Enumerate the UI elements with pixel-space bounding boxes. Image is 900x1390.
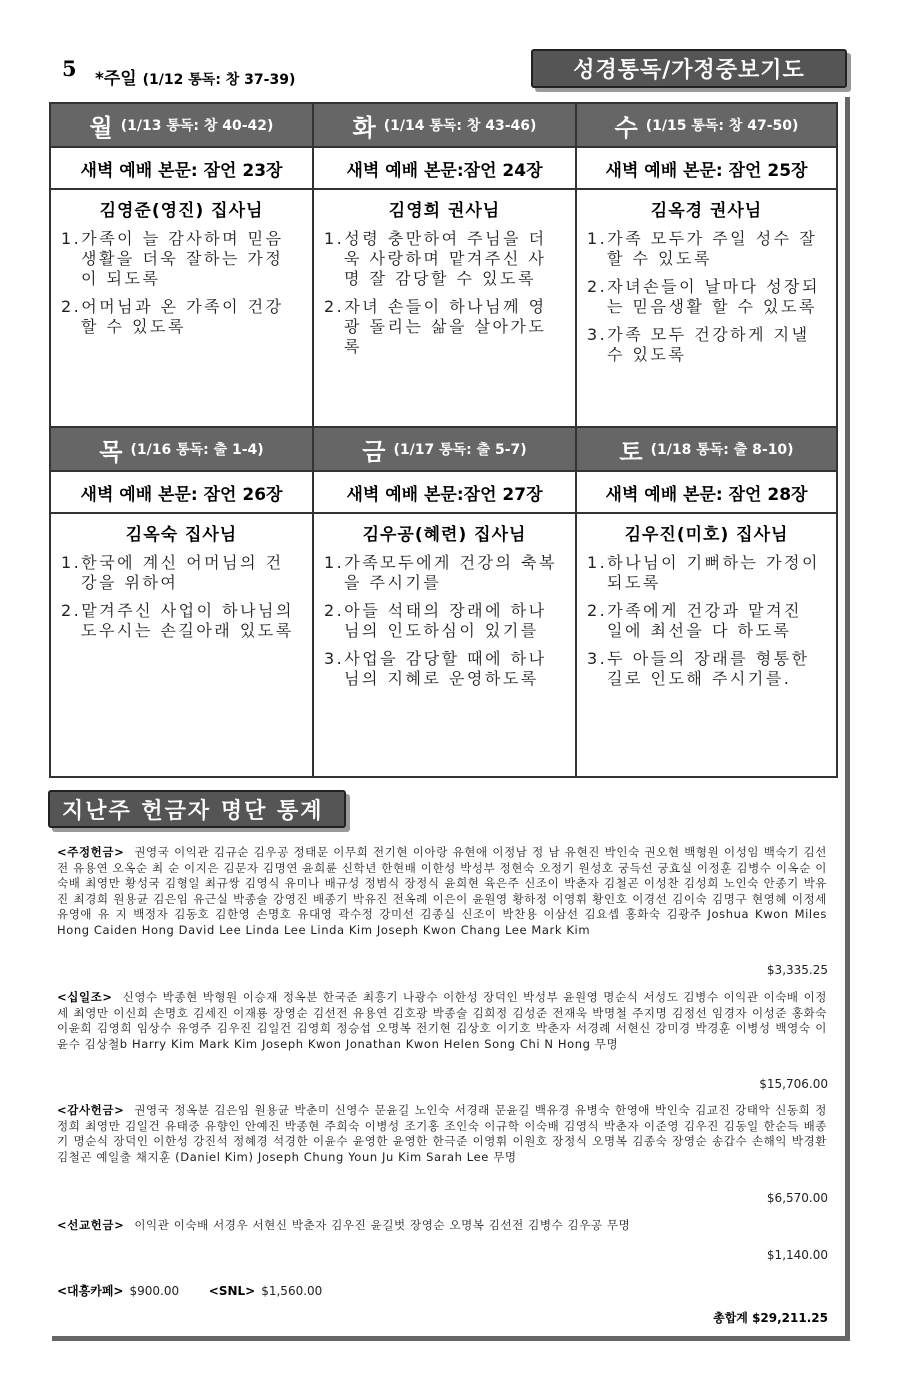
sunday-label: *주일 (95, 69, 137, 89)
offering-amount: $3,335.25 (766, 963, 828, 977)
day-card-thu (51, 428, 312, 776)
prayer-item: 3.사업을 감당할 때에 하나님의 지혜로 운영하도록 (324, 649, 547, 688)
prayer-item: 3.두 아들의 장래를 형통한 길로 인도해 주시기를. (587, 649, 810, 688)
offering-label: <선교헌금> (57, 1218, 125, 1232)
prayer-item: 1.성령 충만하여 주님을 더욱 사랑하며 맡겨주신 사명 잘 감당할 수 있도록 (324, 229, 547, 288)
prayer-item: 2.가족에게 건강과 맡겨진 일에 최선을 다 하도록 (587, 601, 802, 640)
day-reading: (1/13 통독: 창 40-42) (120, 118, 274, 134)
sunday-reading-range: (1/12 통독: 창 37-39) (142, 72, 296, 88)
prayer-item: 2.자녀손들이 날마다 성장되는 믿음생활 할 수 있도록 (587, 277, 820, 316)
offering-names: 권영국 이익관 김규순 김우공 정태문 이무희 전기현 이아랑 유현애 이정남 정 남 유현진 박인숙 권오현 백형원 이성임 백숙기 김선전 유용연 오옥순 최 순 이지은 김문자 김명연 윤희륜 신학년 한현배 이한성 박성부 정현숙 오정기 원성호 궁득선 궁효실 이정훈 김병수 이옥순 이숙배 최영만 황성국 김형일 최규쌍 김영식 유미나 배규성 정범식 장정식 윤희현 육은주 신조이 박춘자 김철곤 이성찬 김성희 노인숙 안종기 박유진 최경희 원용균 김은임 유근실 박종술 강영진 배종기 박유진 전옥례 이은이 윤원영 황하정 이영휘 황인호 이경선 김이숙 김명구 현영혜 이정세 유영애 유 지 백정자 김동호 김한영 손명호 유대영 곽수정 강미선 김종실 신조이 박찬용 이삼선 김요셉 홍화숙 김광주 Joshua Kwon Miles Hong Caiden Hong David Lee Linda Lee Linda Kim Joseph Kwon Chang Lee Mark Kim (57, 845, 827, 937)
day-name: 수 (614, 113, 638, 142)
offering-block-tithe (57, 990, 827, 1052)
offering-label: <십일조> (57, 990, 113, 1004)
day-header (314, 104, 575, 148)
offering-names: 이익관 이숙배 서경우 서현신 박춘자 김우진 윤길벗 장영순 오명복 김선전 김병수 김우공 무명 (134, 1218, 631, 1232)
offering-amount: $15,706.00 (759, 1077, 828, 1091)
day-name: 금 (362, 437, 386, 466)
prayer-item: 3.가족 모두 건강하게 지낼 수 있도록 (587, 325, 810, 364)
day-header (51, 104, 312, 148)
day-card-sat (577, 428, 836, 776)
sermon-text: 새벽 예배 본문:잠언 27장 (314, 472, 575, 514)
offering-section-title: 지난주 헌금자 명단 통계 (48, 790, 346, 828)
prayer-leader: 김영희 권사님 (388, 201, 501, 221)
day-reading: (1/14 통독: 창 43-46) (383, 118, 537, 134)
prayer-leader: 김옥숙 집사님 (125, 525, 238, 545)
prayer-item: 2.어머님과 온 가족이 건강할 수 있도록 (61, 297, 284, 336)
misc-amount: $900.00 (129, 1284, 180, 1298)
sermon-text: 새벽 예배 본문: 잠언 25장 (577, 148, 836, 190)
prayer-item: 1.가족모두에게 건강의 축복을 주시기를 (324, 553, 557, 592)
day-header (577, 104, 836, 148)
day-name: 토 (619, 437, 643, 466)
offering-amount: $1,140.00 (766, 1248, 828, 1262)
prayer-list (324, 229, 563, 357)
prayer-leader: 김우공(혜련) 집사님 (362, 525, 527, 545)
prayer-list (61, 553, 300, 641)
day-header (314, 428, 575, 472)
misc-amount: $1,560.00 (261, 1284, 323, 1298)
misc-offerings (57, 1282, 322, 1299)
sermon-text: 새벽 예배 본문: 잠언 28장 (577, 472, 836, 514)
prayer-item: 1.가족 모두가 주일 성수 잘 할 수 있도록 (587, 229, 818, 268)
offering-names: 신영수 박종현 박형원 이승재 정옥분 한국준 최흥기 나광수 이한성 장덕인 박성부 윤원영 명순식 서성도 김병수 이익관 이숙배 이정세 최영만 이신희 손명호 김세진 이재룡 장영순 김선전 유용연 김호광 박종술 김희정 김성준 전재욱 박명철 주지명 김정선 임경자 이성준 홍화숙 이윤희 김영희 임상수 유영주 김우진 김일건 김영희 정승섭 오명복 전기현 김상호 이기호 박춘자 서경례 서현신 강미경 박경훈 이병성 백영숙 이윤수 김상철b Harry Kim Mark Kim Joseph Kwon Jonathan Kwon Helen Song Chi N Hong 무명 (57, 990, 827, 1051)
grand-total: 총합계 $29,211.25 (713, 1311, 828, 1325)
offering-block-mission (57, 1218, 827, 1234)
offering-names: 권영국 정옥분 김은임 원용균 박춘미 신영수 문윤길 노인숙 서경래 문윤길 백유경 유병숙 한영애 박인숙 김교진 강태악 신동희 정정희 최영만 김일건 유태중 유향인 안예진 박종현 주희숙 이병성 조기홍 조인숙 이규학 이숙배 김영식 박춘자 이준영 김우진 김동일 한순득 배종기 명순식 장덕인 이한성 강진석 정혜경 석경한 이윤수 윤영한 윤영한 한극준 이영휘 이원호 장정식 오명복 김종숙 장영순 송갑수 손해익 박경환 김철곤 예일출 채지훈 (Daniel Kim) Joseph Chung Youn Ju Kim Sarah Lee 무명 (57, 1103, 827, 1164)
prayer-item: 2.맡겨주신 사업이 하나님의 도우시는 손길아래 있도록 (61, 601, 294, 640)
prayer-leader: 김우진(미호) 집사님 (624, 525, 789, 545)
sermon-text: 새벽 예배 본문: 잠언 26장 (51, 472, 312, 514)
prayer-item: 1.가족이 늘 감사하며 믿음 생활을 더욱 잘하는 가정이 되도록 (61, 229, 284, 288)
prayer-leader: 김옥경 권사님 (650, 201, 763, 221)
misc-label: <대흥카페> (57, 1284, 124, 1298)
offering-label: <감사헌금> (57, 1103, 125, 1117)
prayer-item: 2.자녀 손들이 하나님께 영광 돌리는 삶을 살아가도록 (324, 297, 547, 356)
day-reading: (1/16 통독: 출 1-4) (130, 442, 264, 458)
day-card-tue (314, 104, 575, 426)
day-header (51, 428, 312, 472)
prayer-item: 2.아들 석태의 장래에 하나님의 인도하심이 있기를 (324, 601, 547, 640)
right-rule (845, 97, 850, 1340)
bottom-rule (52, 1336, 850, 1341)
day-name: 목 (99, 437, 123, 466)
day-card-fri (314, 428, 575, 776)
prayer-item: 1.하나님이 기뻐하는 가정이 되도록 (587, 553, 820, 592)
prayer-list (324, 553, 563, 689)
offering-label: <주정헌금> (57, 845, 125, 859)
sermon-text: 새벽 예배 본문:잠언 24장 (314, 148, 575, 190)
section-header: 성경통독/가정중보기도 (531, 49, 847, 88)
offering-amount: $6,570.00 (766, 1191, 828, 1205)
day-reading: (1/17 통독: 출 5-7) (393, 442, 527, 458)
prayer-list (61, 229, 300, 337)
prayer-list (587, 553, 824, 689)
misc-label: <SNL> (208, 1284, 256, 1298)
day-name: 월 (89, 113, 113, 142)
prayer-grid (49, 102, 838, 778)
prayer-list (587, 229, 824, 365)
prayer-leader: 김영준(영진) 집사님 (99, 201, 264, 221)
prayer-item: 1.한국에 계신 어머님의 건강을 위하여 (61, 553, 284, 592)
sunday-reading (95, 64, 295, 89)
offering-block-weekly (57, 845, 827, 938)
day-name: 화 (352, 113, 376, 142)
day-card-mon (51, 104, 312, 426)
day-reading: (1/18 통독: 출 8-10) (650, 442, 794, 458)
day-header (577, 428, 836, 472)
day-card-wed (577, 104, 836, 426)
page-number: 5 (62, 56, 77, 81)
day-reading: (1/15 통독: 창 47-50) (645, 118, 799, 134)
sermon-text: 새벽 예배 본문: 잠언 23장 (51, 148, 312, 190)
offering-block-thanks (57, 1103, 827, 1165)
